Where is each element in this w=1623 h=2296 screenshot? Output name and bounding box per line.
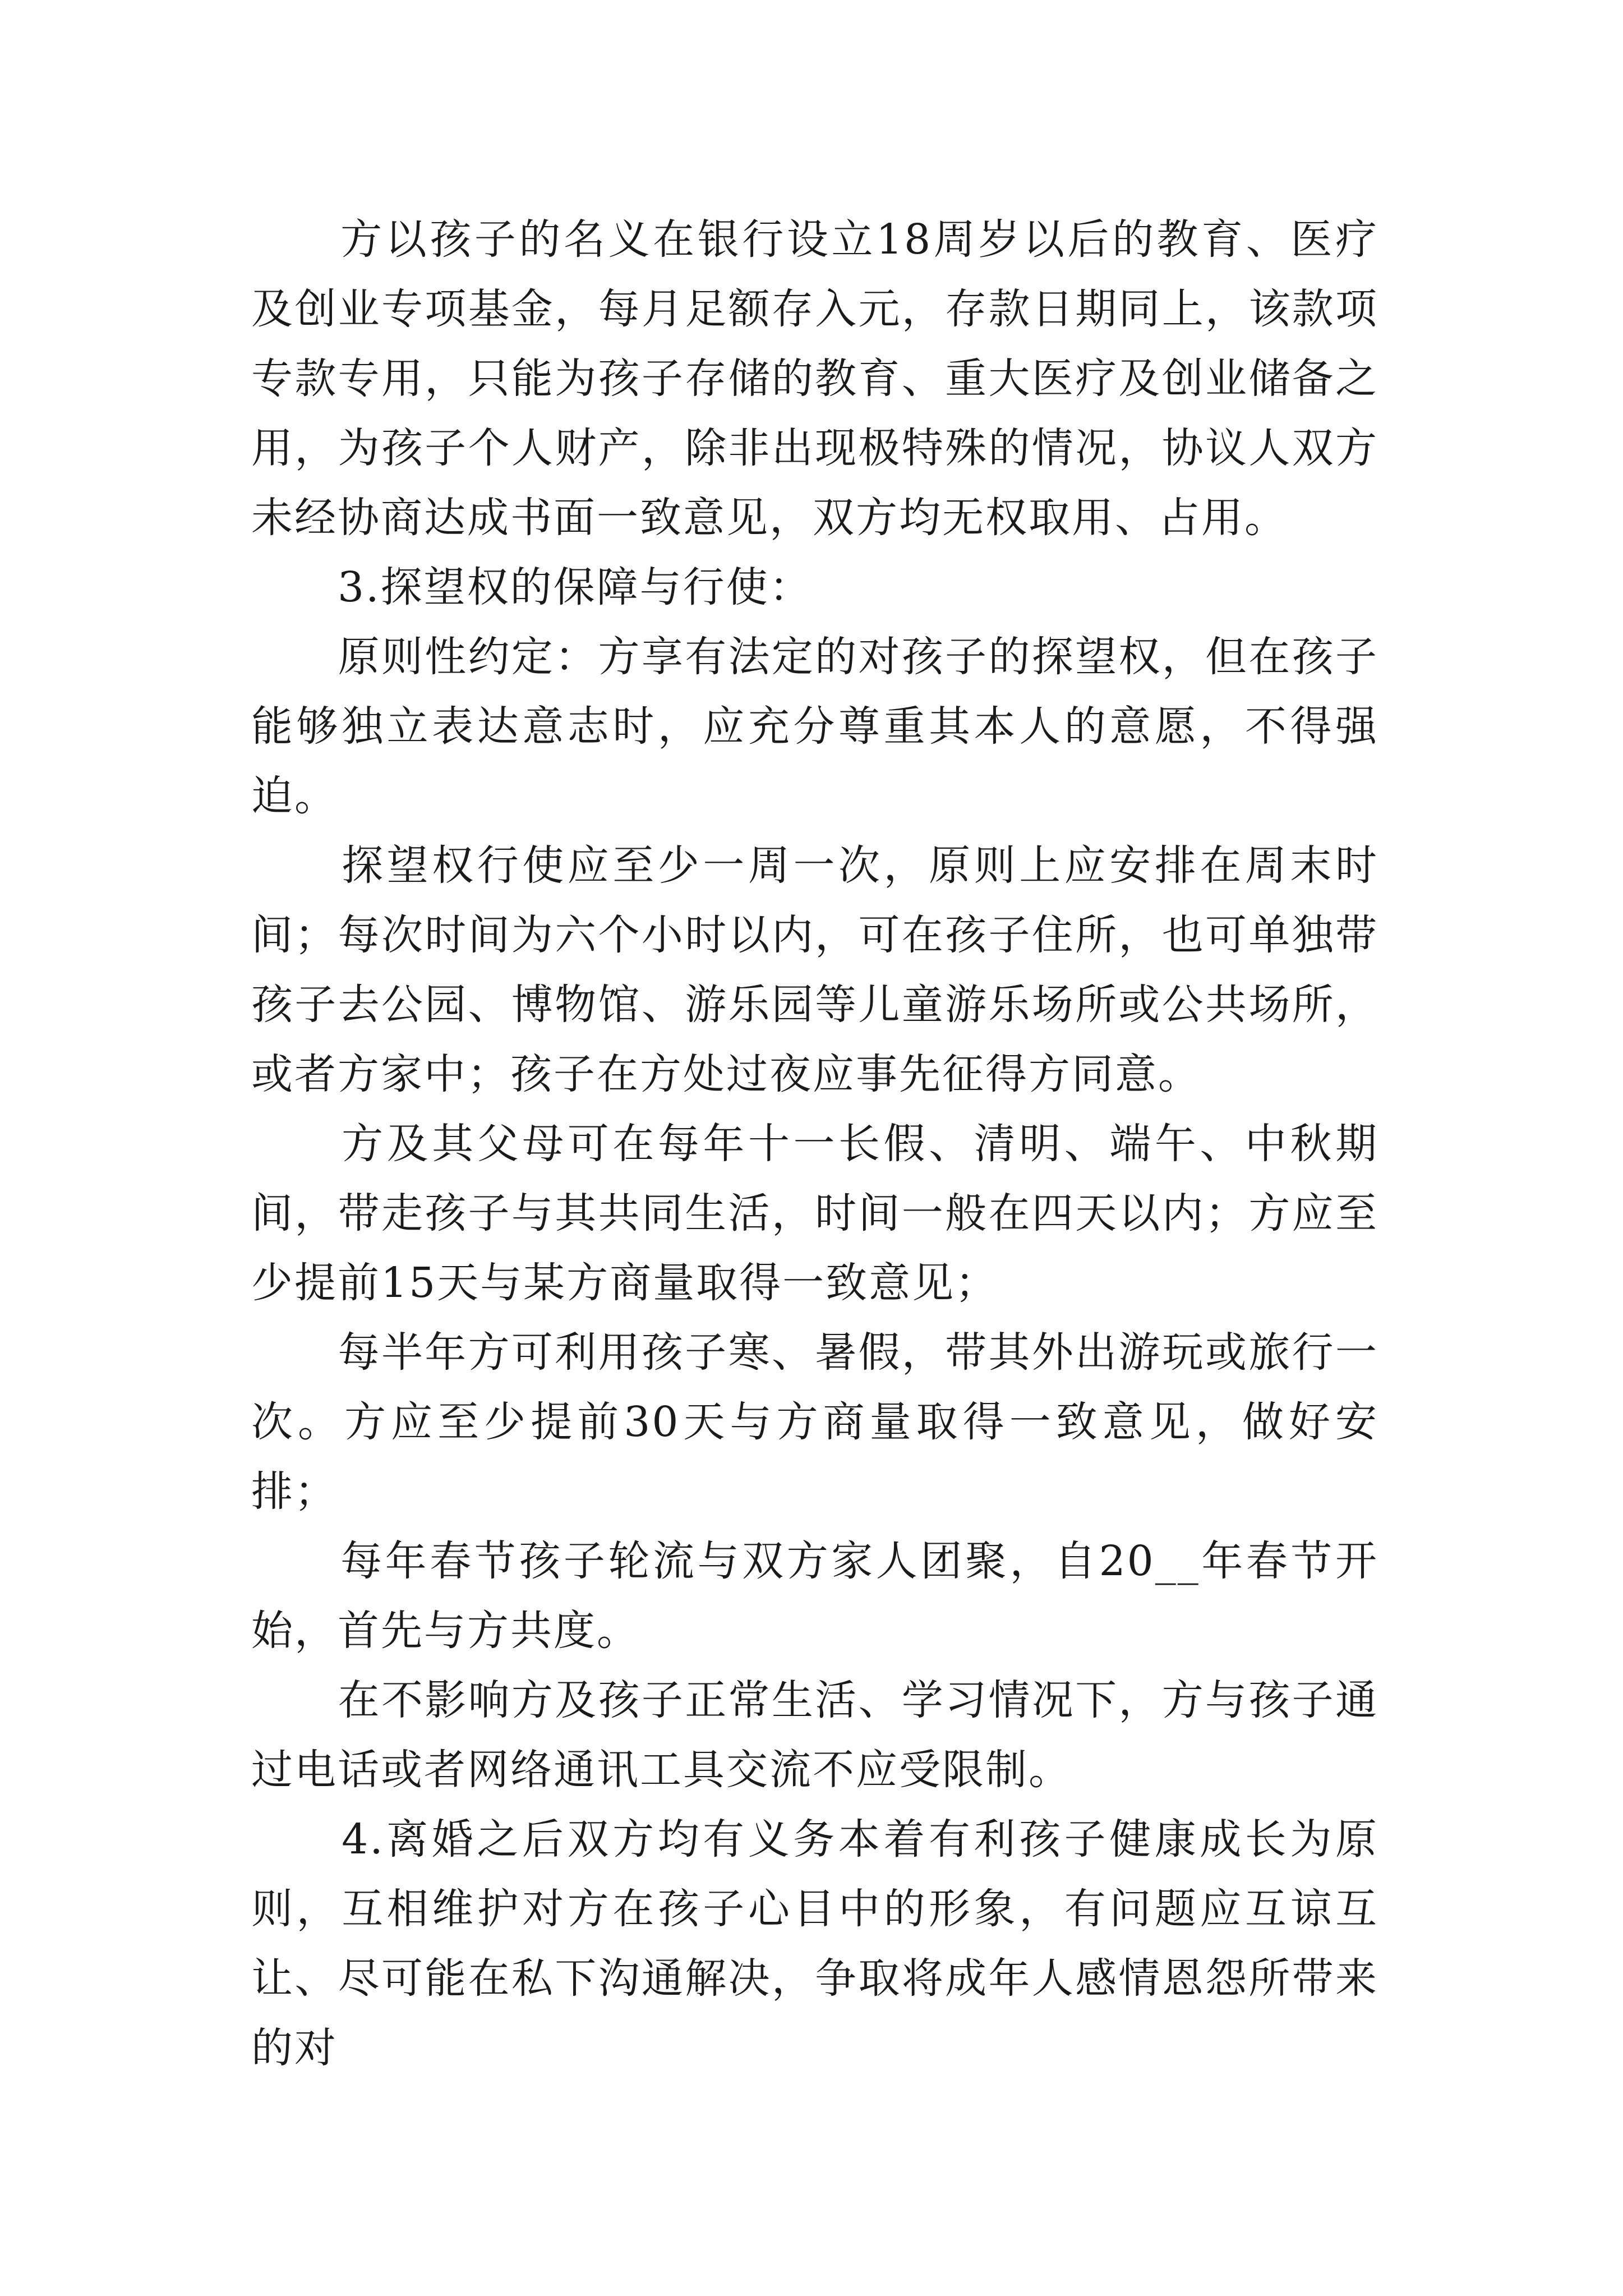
paragraph-visitation-principle: 原则性约定：方享有法定的对孩子的探望权，但在孩子能够独立表达意志时，应充分尊重其本人的意愿，不得强迫。 (251, 633, 1378, 820)
paragraph-spring-festival: 每年春节孩子轮流与双方家人团聚，自20__年春节开始，首先与方共度。 (251, 1537, 1378, 1655)
paragraph-communication: 在不影响方及孩子正常生活、学习情况下，方与孩子通过电话或者网络通讯工具交流不应受限制。 (251, 1676, 1378, 1794)
paragraph-mutual-obligation: 4.离婚之后双方均有义务本着有利孩子健康成长为原则，互相维护对方在孩子心目中的形象，有问题应互谅互让、尽可能在私下沟通解决，争取将成年人感情恩怨所带来的对 (251, 1815, 1378, 2072)
paragraph-visitation-weekly: 探望权行使应至少一周一次，原则上应安排在周末时间；每次时间为六个小时以内，可在孩子住所，也可单独带孩子去公园、博物馆、游乐园等儿童游乐场所或公共场所，或者方家中；孩子在方处过夜应事先征得方同意。 (251, 841, 1378, 1098)
paragraph-visitation-heading: 3.探望权的保障与行使： (251, 563, 813, 611)
document-body (251, 205, 1378, 2083)
paragraph-education-fund: 方以孩子的名义在银行设立18周岁以后的教育、医疗及创业专项基金，每月足额存入元，存款日期同上，该款项专款专用，只能为孩子存储的教育、重大医疗及创业储备之用，为孩子个人财产，除非出现极特殊的情况，协议人双方未经协商达成书面一致意见，双方均无权取用、占用。 (251, 215, 1378, 542)
paragraph-visitation-holidays: 方及其父母可在每年十一长假、清明、端午、中秋期间，带走孩子与其共同生活，时间一般在四天以内；方应至少提前15天与某方商量取得一致意见； (251, 1120, 1378, 1307)
paragraph-visitation-vacation: 每半年方可利用孩子寒、暑假，带其外出游玩或旅行一次。方应至少提前30天与方商量取得一致意见，做好安排； (251, 1328, 1378, 1516)
